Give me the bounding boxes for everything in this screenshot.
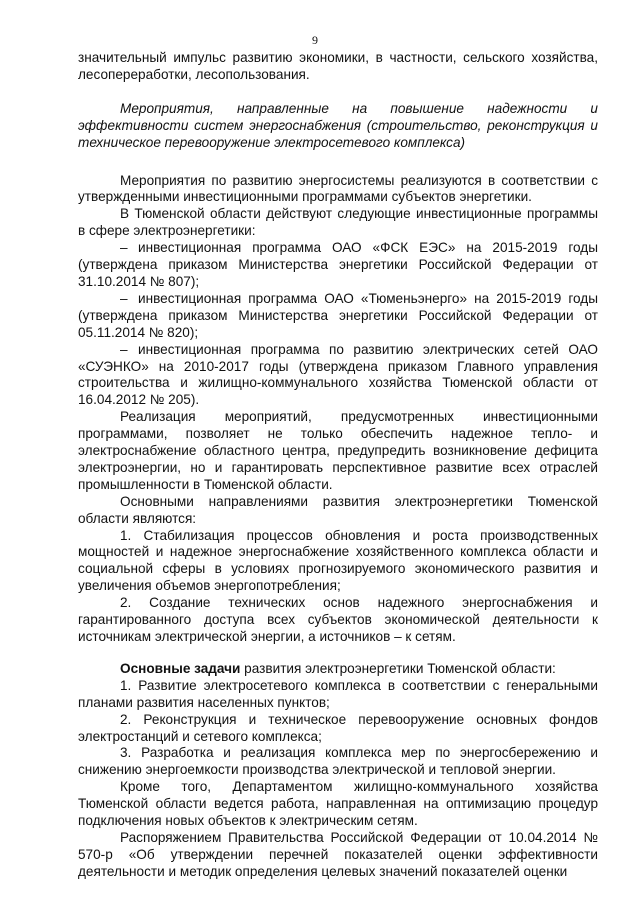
dash-marker: – <box>120 341 128 357</box>
section-heading-italic: Мероприятия, направленные на повышение надежности и эффективности систем энергоснабжения (строительство, реконструкция и техническое перевооружение электросетевого комплекса) <box>78 100 598 150</box>
paragraph: Кроме того, Департаментом жилищно-коммунального хозяйства Тюменской области ведется работа, направленная на оптимизацию процедур подключения новых объектов к электрическим сетям. <box>78 779 598 829</box>
paragraph: Основными направлениями развития электроэнергетики Тюменской области являются: <box>78 493 598 526</box>
tasks-heading <box>78 661 598 678</box>
paragraph: Мероприятия по развитию энергосистемы реализуются в соответствии с утвержденными инвестиционными программами субъектов энергетики. <box>78 172 598 205</box>
paragraph-continuation: значительный импульс развитию экономики, в частности, сельского хозяйства, лесопереработки, лесопользования. <box>78 50 598 82</box>
dash-marker: – <box>120 290 128 306</box>
page-number: 9 <box>312 33 318 47</box>
bold-lead: Основные задачи <box>120 660 241 676</box>
document-body <box>78 50 598 881</box>
list-item-program-fsk <box>78 240 598 291</box>
paragraph: В Тюменской области действуют следующие инвестиционные программы в сфере электроэнергетики: <box>78 206 598 239</box>
list-item-text: инвестиционная программа ОАО «Тюменьэнерго» на 2015-2019 годы (утверждена приказом Министерства энергетики Российской Федерации от 05.11.2014 № 820); <box>78 290 598 340</box>
dash-marker: – <box>120 240 128 256</box>
list-item-text: инвестиционная программа ОАО «ФСК ЕЭС» на 2015-2019 годы (утверждена приказом Министерства энергетики Российской Федерации от 31.10.2014 № 807); <box>78 240 598 289</box>
numbered-item: 1. Развитие электросетевого комплекса в соответствии с генеральными планами развития населенных пунктов; <box>78 677 598 710</box>
numbered-item: 3. Разработка и реализация комплекса мер по энергосбережению и снижению энергоемкости производства электрической и тепловой энергии. <box>78 745 598 778</box>
list-item-program-suenko <box>78 342 598 410</box>
numbered-item: 1. Стабилизация процессов обновления и роста производственных мощностей и надежное энергоснабжение хозяйственного комплекса области и социальной сферы в условиях прогнозируемого экономического развития и увеличения объемов энергопотребления; <box>78 527 598 594</box>
paragraph: Реализация мероприятий, предусмотренных инвестиционными программами, позволяет не только обеспечить надежное тепло- и электроснабжение областного центра, предупредить возникновение дефицита электроэнергии, но и гарантировать перспективное развитие всех отраслей промышленности в Тюменской области. <box>78 409 598 492</box>
list-item-program-tyumenenergo <box>78 291 598 342</box>
heading-rest: развития электроэнергетики Тюменской области: <box>240 660 556 676</box>
paragraph: Распоряжением Правительства Российской Федерации от 10.04.2014 № 570-р «Об утверждении перечней показателей оценки эффективности деятельности и методик определения целевых значений показателей оценки <box>78 829 598 879</box>
numbered-item: 2. Создание технических основ надежного энергоснабжения и гарантированного доступа всех субъектов экономической деятельности к источникам электрической энергии, а источников – к сетям. <box>78 595 598 644</box>
list-item-text: инвестиционная программа по развитию электрических сетей ОАО «СУЭНКО» на 2010-2017 годы (утверждена приказом Главного управления строительства и жилищно-коммунального хозяйства Тюменской области от 16.04.2012 № 205). <box>78 341 598 408</box>
numbered-item: 2. Реконструкция и техническое перевооружение основных фондов электростанций и сетевого комплекса; <box>78 711 598 744</box>
